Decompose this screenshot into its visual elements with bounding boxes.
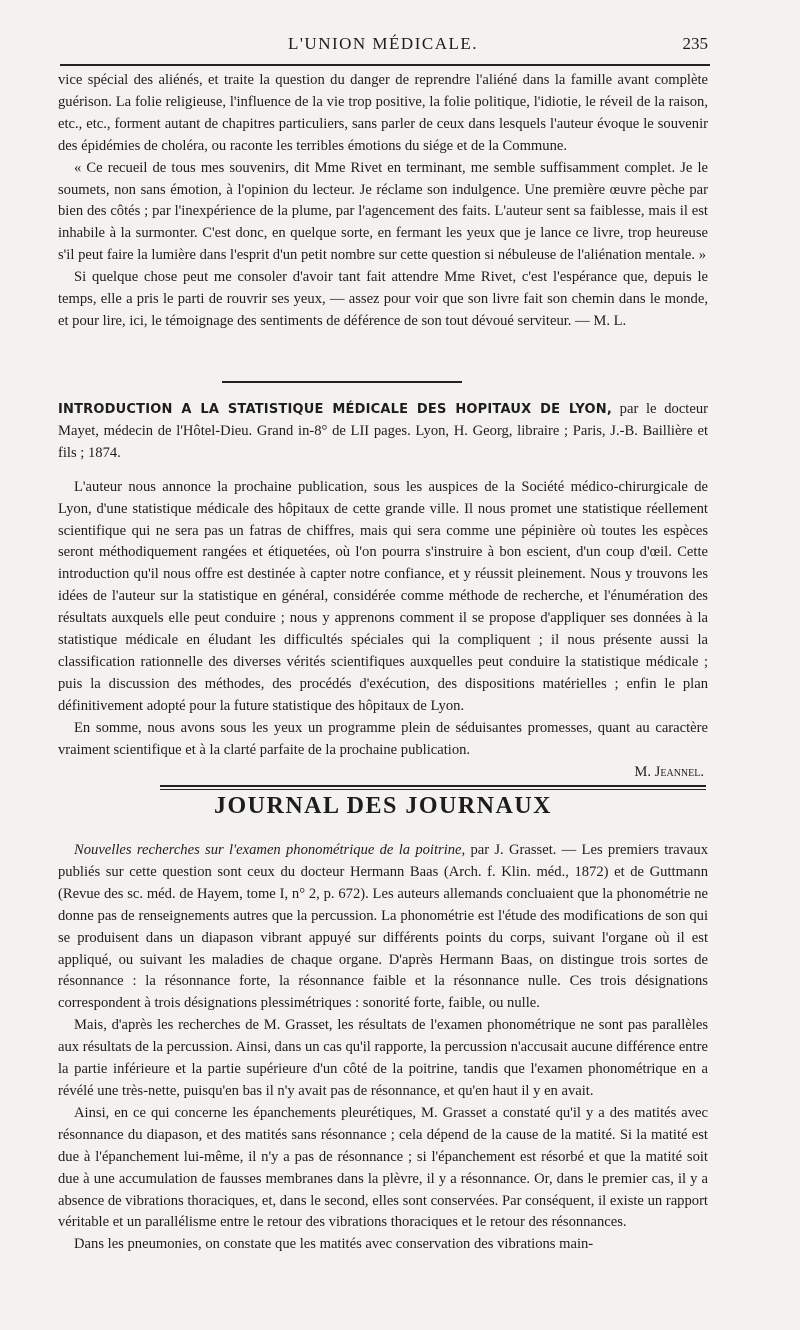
page-number: 235 [682,34,708,53]
section-double-rule [160,789,706,790]
section-double-rule [160,785,706,787]
paragraph: En somme, nous avons sous les yeux un programme plein de séduisantes promesses, quant au caractère vraiment scientifique et à la clarté parfaite de la prochaine publication. [58,719,708,758]
section-rule [222,381,462,383]
section-heading: JOURNAL DES JOURNAUX [213,793,553,819]
review-title: INTRODUCTION A LA STATISTIQUE MÉDICALE DES HOPITAUX DE LYON, [58,402,612,417]
section-rivet-review [58,70,708,333]
signature: M. Jeannel. [634,763,704,780]
article-title: Nouvelles recherches sur l'examen phonométrique de la poitrine, [74,842,466,858]
paragraph: « Ce recueil de tous mes souvenirs, dit Mme Rivet en terminant, me semble suffisamment complet. Je le soumets, non sans émotion, à l'opinion du lecteur. Je réclame son indulgence. Une première œuvre pèche par bien des côtés ; par l'inexpérience de la plume, par l'agencement des faits. L'auteur sent sa faiblesse, mais il est inhabile à la surmonter. C'est donc, en quelque sorte, en fermant les yeux que je lance ce livre, trop heureuse s'il peut faire la lumière dans l'esprit d'un petit nombre sur cette question si nébuleuse de l'aliénation mentale. » [58,159,708,264]
review-citation-details: par le docteur Mayet, médecin de l'Hôtel-Dieu. Grand in-8° de LII pages. Lyon, H. Georg, libraire ; Paris, J.-B. Baillière et fils ; 1874. [58,401,708,461]
section-journal-des-journaux [58,840,708,1256]
paragraph: Si quelque chose peut me consoler d'avoir tant fait attendre Mme Rivet, c'est l'espérance que, depuis le temps, elle a pris le parti de rouvrir ses yeux, — assez pour voir que son livre fait son chemin dans le monde, et pour lire, ici, le témoignage des sentiments de déférence de son tout dévoué serviteur. — M. L. [58,269,708,329]
article-intro [58,840,708,1015]
paragraph: Dans les pneumonies, on constate que les matités avec conservation des vibrations main- [74,1236,594,1253]
paragraph: Ainsi, en ce qui concerne les épanchements pleurétiques, M. Grasset a constaté qu'il y a des matités avec résonnance du diapason, et des matités sans résonnance ; cela dépend de la cause de la matité. Si la matité est due à l'épanchement lui-même, il n'y a pas de résonnance ; si l'épanchement est résorbé et que la matité soit due à une accumulation de fausses membranes dans la plèvre, il y a résonnance. Or, dans le premier cas, il y a absence de vibrations thoraciques, et, dans le second, elles sont conservées. Par conséquent, il existe un rapport véritable et un parallélisme entre le retour des vibrations thoraciques et le retour des résonnances. [58,1104,708,1231]
header-rule [60,64,710,66]
section-statistique-review [58,399,708,783]
paragraph: vice spécial des aliénés, et traite la question du danger de reprendre l'aliéné dans la famille avant complète guérison. La folie religieuse, l'influence de la vie trop positive, la folie politique, l'idiotie, le réveil de la raison, etc., etc., forment autant de chapitres particuliers, sans parler de ceux dans lesquels l'auteur évoque le souvenir des épidémies de choléra, ou raconte les terribles émotions du siége et de la Commune. [58,72,708,154]
article-text: par J. Grasset. — Les premiers travaux publiés sur cette question sont ceux du docteur Hermann Baas (Arch. f. Klin. méd., 1872) et de Guttmann (Revue des sc. méd. de Hayem, tome I, n° 2, p. 672). Les auteurs allemands concluaient que la phonométrie ne donne pas de renseignements autres que la percussion. La phonométrie est l'étude des modifications de son qui se produisent dans un diapason vibrant appuyé sur différents points du corps, suivant l'organe où il est appliqué, ou suivant les maladies de chaque organe. D'après Hermann Baas, on distingue trois sortes de résonnance : la résonnance forte, la résonnance faible et la résonnance nulle. Ces trois désignations correspondent à trois désignations plessimétriques : sonorité forte, faible, ou nulle. [58,842,708,1012]
journal-title: L'UNION MÉDICALE. [287,34,479,53]
review-citation [58,399,708,465]
running-head [58,30,708,60]
paragraph: L'auteur nous annonce la prochaine publication, sous les auspices de la Société médico-chirurgicale de Lyon, d'une statistique médicale des hôpitaux de cette grande ville. Il nous promet une statistique réellement scientifique qui ne sera pas un fatras de chiffres, mais qui sera comme une pépinière où toutes les espèces seront méthodiquement rangées et étiquetées, où l'on pourra s'instruire à bon escient, d'un coup d'œil. Cette introduction qu'il nous offre est destinée à capter notre confiance, et y réussit pleinement. Nous y trouvons les idées de l'auteur sur la statistique en général, considérée comme méthode de recherche, et l'énumération des résultats auxquels elle peut conduire ; nous y apprenons comment il se propose d'appliquer ses données à la statistique médicale en éludant les difficultés spéciales qui la compliquent ; il nous présente aussi la classification rationnelle des diverses vérités scientifiques auxquelles peut conduire la statistique médicale ; puis la discussion des méthodes, des procédés d'exécution, des dispositions matérielles ; enfin le plan définitivement adopté pour la future statistique des hôpitaux de Lyon. [58,478,708,714]
paragraph: Mais, d'après les recherches de M. Grasset, les résultats de l'examen phonométrique ne sont pas parallèles aux résultats de la percussion. Ainsi, dans un cas qu'il rapporte, la percussion n'accusait aucune différence entre la partie inférieure et la partie supérieure d'un côté de la poitrine, tandis que l'examen phonométrique en a révélé une très-nette, puisqu'en bas il n'y avait pas de résonnance, et qu'en haut il y en avait. [58,1017,708,1099]
